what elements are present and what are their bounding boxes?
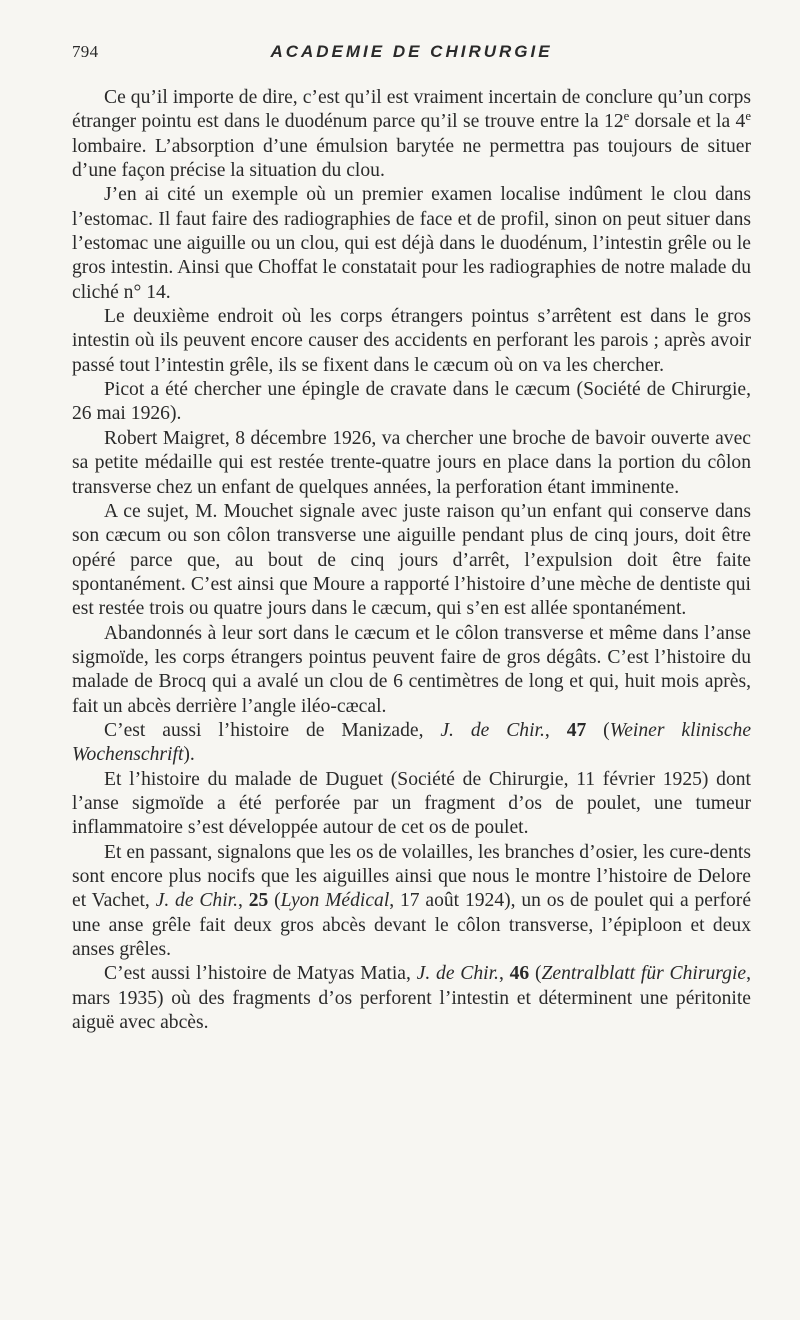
text-run: ( xyxy=(268,890,281,912)
superscript: e xyxy=(623,109,630,124)
paragraph xyxy=(72,719,751,768)
text-run: ). xyxy=(183,744,195,766)
text-run: C’est aussi l’histoire de Manizade, xyxy=(104,719,441,741)
bold-text: 25 xyxy=(248,890,269,912)
paragraph xyxy=(72,622,751,719)
text-run: J’en ai cité un exemple où un premier examen localise indûment le clou dans l’estomac. Il faut faire des radiographies de face et de profil, sinon on peut situer dans l’estomac une aiguille ou un clou, qui est déjà dans le duodénum, l’intestin grêle ou le gros intestin. Ainsi que Choffat le constatait pour les radiographies de notre malade du cliché n° 14. xyxy=(72,184,751,303)
text-run: Ce qu’il importe de dire, c’est qu’il est vraiment incertain de conclure qu’un corps étranger pointu est dans le duodénum parce qu’il se trouve entre la 12 xyxy=(72,87,751,133)
bold-text: 47 xyxy=(566,719,587,741)
text-run: , mars 1935) où des fragments d’os perforent l’intestin et déterminent une péritonite aiguë avec abcès. xyxy=(72,963,751,1034)
text-run: lombaire. L’absorption d’une émulsion barytée ne permettra pas toujours de situer d’une façon précise la situation du clou. xyxy=(72,135,751,182)
italic-text: J. de Chir. xyxy=(440,719,545,741)
paragraph xyxy=(72,183,751,305)
italic-text: Lyon Médical xyxy=(280,890,390,912)
italic-text: J. de Chir. xyxy=(416,963,499,985)
italic-text: Weiner klinische Wochenschrift xyxy=(72,719,752,766)
paragraph xyxy=(72,500,751,622)
text-run: C’est aussi l’histoire de Matyas Matia, xyxy=(104,963,417,985)
text-run: , 17 août 1924), un os de poulet qui a perforé une anse grêle fait deux gros abcès devant le côlon transverse, l’épiploon et deux anses grêles. xyxy=(72,890,752,961)
text-run: Et l’histoire du malade de Duguet (Société de Chirurgie, 11 février 1925) dont l’anse sigmoïde a été perforée par un fragment d’os de poulet, une tumeur inflammatoire s’est développée autour de cet os de poulet. xyxy=(72,768,751,839)
paragraph xyxy=(72,962,751,1035)
text-run: , xyxy=(238,890,249,912)
page-number: 794 xyxy=(72,42,99,61)
paragraph xyxy=(72,86,751,183)
body-text xyxy=(72,86,751,1035)
text-run: Picot a été chercher une épingle de cravate dans le cæcum (Société de Chirurgie, 26 mai 1926). xyxy=(72,379,751,425)
text-run: , xyxy=(544,719,567,741)
paragraph xyxy=(72,841,751,963)
page-header xyxy=(72,42,751,66)
italic-text: J. de Chir. xyxy=(155,890,238,912)
text-run: ( xyxy=(586,719,610,741)
text-run: A ce sujet, M. Mouchet signale avec juste raison qu’un enfant qui conserve dans son cæcum ou son côlon transverse une aiguille pendant plus de cinq jours, doit être opéré parce que, au bout de cinq jours d’arrêt, l’expulsion doit être faite spontanément. C’est ainsi que Moure a rapporté l’histoire d’une mèche de dentiste qui est restée trois ou quatre jours dans le cæcum, qui s’en est allée spontanément. xyxy=(72,500,751,620)
running-head: ACADEMIE DE CHIRURGIE xyxy=(270,42,553,61)
text-run: , xyxy=(498,963,510,985)
paragraph xyxy=(72,305,751,378)
text-run: dorsale et la 4 xyxy=(629,111,746,133)
text-run: Robert Maigret, 8 décembre 1926, va chercher une broche de bavoir ouverte avec sa petite médaille qui est restée trente-quatre jours en place dans la portion du côlon transverse chez un enfant de quelques années, la perforation étant imminente. xyxy=(72,427,751,498)
paragraph xyxy=(72,378,751,427)
text-run: Et en passant, signalons que les os de volailles, les branches d’osier, les cure-dents sont encore plus nocifs que les aiguilles ainsi que nous le montre l’histoire de Delore et Vachet, xyxy=(72,841,751,912)
text-run: Abandonnés à leur sort dans le cæcum et le côlon transverse et même dans l’anse sigmoïde, les corps étrangers pointus peuvent faire de gros dégâts. C’est l’histoire du malade de Brocq qui a avalé un clou de 6 centimètres de long et qui, huit mois après, fait un abcès derrière l’angle iléo-cæcal. xyxy=(72,622,751,717)
paragraph xyxy=(72,768,751,841)
text-run: Le deuxième endroit où les corps étrangers pointus s’arrêtent est dans le gros intestin où ils peuvent encore causer des accidents en perforant les parois ; après avoir passé tout l’intestin grêle, ils se fixent dans le cæcum où on va les chercher. xyxy=(72,306,751,376)
paragraph xyxy=(72,427,751,500)
text-run: ( xyxy=(529,963,542,985)
italic-text: Zentralblatt für Chirurgie xyxy=(541,963,747,985)
superscript: e xyxy=(745,109,751,124)
bold-text: 46 xyxy=(509,963,530,985)
